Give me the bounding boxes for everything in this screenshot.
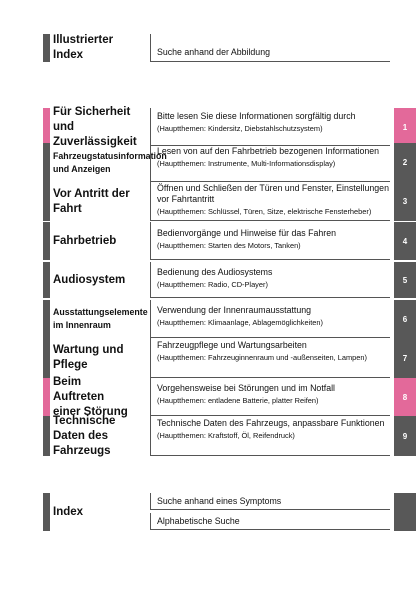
chapter-tab-number[interactable]: 2 — [394, 143, 416, 182]
chapter-desc-sub: (Hauptthemen: Kraftstoff, Öl, Reifendruck) — [157, 431, 295, 440]
chapter-tab-number[interactable]: 8 — [394, 378, 416, 416]
chapter-desc-sub: (Hauptthemen: Kindersitz, Diebstahlschutzsystem) — [157, 124, 323, 133]
section-bar — [43, 493, 50, 531]
chapter-desc — [150, 378, 390, 416]
chapter-bar — [43, 262, 50, 298]
chapter-desc — [150, 182, 390, 221]
chapter-desc — [150, 143, 390, 182]
chapter-bar — [43, 338, 50, 378]
chapter-title: Vor Antritt der Fahrt — [53, 187, 130, 215]
chapter-bar — [43, 108, 50, 146]
illustrated-index-row[interactable] — [0, 34, 416, 62]
chapter-title-text: Fahrzeugstatusinformation und Anzeigen — [53, 150, 167, 175]
chapter-desc-main: Verwendung der Innenraumausstattung — [157, 305, 312, 315]
chapter-bar — [43, 182, 50, 221]
chapter-desc — [150, 108, 390, 146]
chapter-desc — [150, 262, 390, 298]
chapter-tab-number[interactable]: 5 — [394, 262, 416, 298]
chapter-row-3[interactable] — [0, 182, 416, 221]
chapter-row-1[interactable] — [0, 105, 416, 148]
chapter-tab-number[interactable]: 4 — [394, 222, 416, 260]
chapter-tab-number[interactable]: 9 — [394, 416, 416, 456]
chapter-desc — [150, 300, 390, 338]
index-tab[interactable] — [394, 493, 416, 531]
chapter-title: Für Sicherheit und Zuverlässigkeit — [53, 105, 137, 148]
chapter-desc-main: Bedienvorgänge und Hinweise für das Fahren — [157, 228, 336, 238]
illustrated-index-desc-text: Suche anhand der Abbildung — [157, 47, 270, 57]
chapter-bar — [43, 416, 50, 456]
chapter-row-5[interactable] — [0, 262, 416, 298]
chapter-tab-number[interactable]: 1 — [394, 108, 416, 146]
chapter-tab-number[interactable]: 3 — [394, 182, 416, 221]
section-bar — [43, 34, 50, 62]
chapter-title-text: Ausstattungselemente im Innenraum — [53, 307, 148, 331]
chapter-row-8[interactable] — [0, 375, 416, 418]
chapter-title: Beim Auftreten einer Störung — [53, 375, 128, 418]
chapter-desc-sub: (Hauptthemen: Instrumente, Multi-Informationsdisplay) — [157, 159, 336, 168]
chapter-desc-main: Bedienung des Audiosystems — [157, 267, 273, 277]
chapter-title — [53, 300, 148, 338]
chapter-desc-main: Vorgehensweise bei Störungen und im Notfall — [157, 383, 336, 393]
chapter-desc-sub: (Hauptthemen: Fahrzeuginnenraum und -außenseiten, Lampen) — [157, 353, 367, 362]
chapter-bar — [43, 143, 50, 182]
chapter-bar — [43, 300, 50, 338]
chapter-desc-sub: (Hauptthemen: entladene Batterie, platter Reifen) — [157, 396, 319, 405]
chapter-title: Wartung und Pflege — [53, 344, 124, 371]
illustrated-index-desc — [150, 34, 390, 62]
chapter-bar — [43, 222, 50, 260]
chapter-bar — [43, 378, 50, 416]
chapter-row-6[interactable] — [0, 300, 416, 338]
chapter-desc — [150, 222, 390, 260]
chapter-title: Audiosystem — [53, 273, 126, 286]
chapter-title — [53, 143, 167, 182]
chapter-row-2[interactable] — [0, 143, 416, 182]
chapter-desc-main: Fahrzeugpflege und Wartungsarbeiten — [157, 340, 307, 350]
chapter-desc-sub: (Hauptthemen: Schlüssel, Türen, Sitze, elektrische Fensterheber) — [157, 207, 372, 216]
chapter-desc-main: Lesen von auf den Fahrbetrieb bezogenen Informationen — [157, 146, 380, 156]
chapter-desc-sub: (Hauptthemen: Klimaanlage, Ablagemöglichkeiten) — [157, 318, 323, 327]
chapter-desc-main: Öffnen und Schließen der Türen und Fenster, Einstellungen vor Fahrtantritt — [157, 183, 389, 204]
illustrated-index-title: Illustrierter Index — [53, 34, 114, 61]
chapter-tab-number[interactable]: 7 — [394, 338, 416, 378]
chapter-title: Technische Daten des Fahrzeugs — [53, 414, 116, 457]
chapter-desc-sub: (Hauptthemen: Radio, CD-Player) — [157, 280, 268, 289]
chapter-desc-main: Bitte lesen Sie diese Informationen sorgfältig durch — [157, 111, 356, 121]
chapter-desc — [150, 416, 390, 456]
index-alphabetic-search[interactable]: Alphabetische Suche — [150, 513, 390, 530]
index-title: Index — [53, 505, 84, 518]
chapter-desc — [150, 338, 390, 378]
chapter-title: Fahrbetrieb — [53, 234, 117, 247]
chapter-desc-sub: (Hauptthemen: Starten des Motors, Tanken) — [157, 241, 301, 250]
chapter-desc-main: Technische Daten des Fahrzeugs, anpassbare Funktionen — [157, 418, 385, 428]
index-symptom-search[interactable]: Suche anhand eines Symptoms — [150, 493, 390, 510]
chapter-row-4[interactable] — [0, 222, 416, 260]
chapter-row-9[interactable] — [0, 416, 416, 456]
chapter-row-7[interactable] — [0, 338, 416, 378]
chapter-tab-number[interactable]: 6 — [394, 300, 416, 338]
index-row — [0, 493, 416, 531]
